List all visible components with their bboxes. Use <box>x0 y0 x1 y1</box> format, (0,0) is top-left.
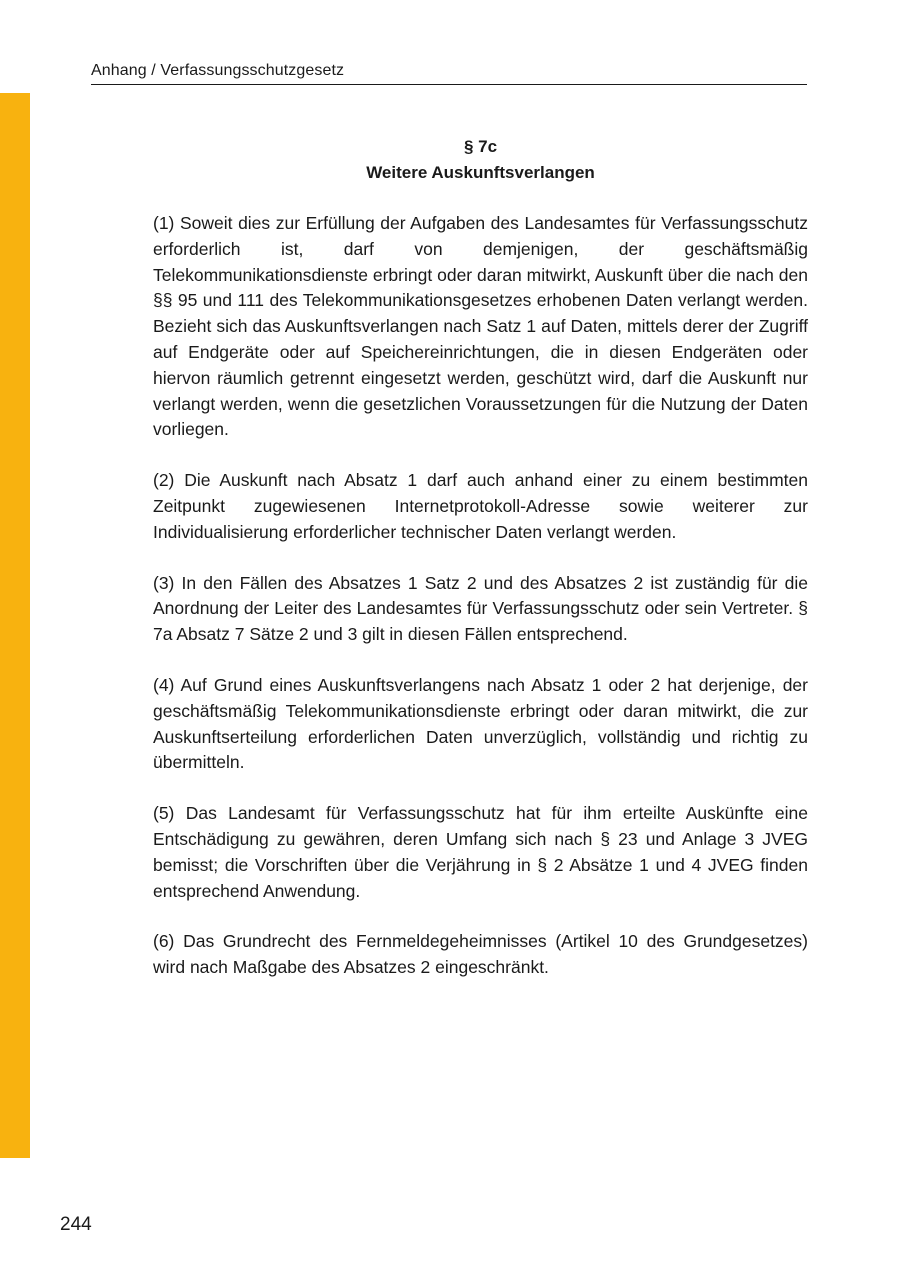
section-number: § 7c <box>463 137 498 156</box>
paragraph-5: (5) Das Landesamt für Verfassungsschutz hat für ihm erteilte Auskünfte eine Entschädigung zu gewähren, deren Umfang sich nach § 23 und Anlage 3 JVEG bemisst; die Vorschriften über die Verjährung in § 2 Absätze 1 und 4 JVEG finden entsprechend Anwendung. <box>153 803 808 901</box>
page-number: 244 <box>60 1214 92 1235</box>
paragraph-1: (1) Soweit dies zur Erfüllung der Aufgaben des Landesamtes für Verfassungsschutz erforderlich ist, darf von demjenigen, der geschäftsmäßig Telekommunikationsdienste erbringt oder daran mitwirkt, Auskunft über die nach den §§ 95 und 111 des Telekommunikationsgesetzes erhobenen Daten verlangt werden. Bezieht sich das Auskunftsverlangen nach Satz 1 auf Daten, mittels derer der Zugriff auf Endgeräte oder auf Speichereinrichtungen, die in diesen Endgeräten oder hiervon räumlich getrennt eingesetzt werden, geschützt wird, darf die Auskunft nur verlangt werden, wenn die gesetzlichen Voraussetzungen für die Nutzung der Daten vorliegen. <box>153 213 808 440</box>
section-title: Weitere Auskunftsverlangen <box>366 163 595 182</box>
section-heading <box>153 134 808 186</box>
running-header: Anhang / Verfassungsschutzgesetz <box>91 60 807 85</box>
page-content <box>153 134 808 1006</box>
accent-side-bar <box>0 93 30 1158</box>
paragraph-4: (4) Auf Grund eines Auskunftsverlangens nach Absatz 1 oder 2 hat derjenige, der geschäftsmäßig Telekommunikationsdienste erbringt oder daran mitwirkt, die zur Auskunftserteilung erforderlichen Daten unverzüglich, vollständig und richtig zu übermitteln. <box>153 674 808 773</box>
paragraph-3: (3) In den Fällen des Absatzes 1 Satz 2 und des Absatzes 2 ist zuständig für die Anordnung der Leiter des Landesamtes für Verfassungsschutz oder sein Vertreter. § 7a Absatz 7 Sätze 2 und 3 gilt in diesen Fällen entsprechend. <box>153 572 808 645</box>
paragraph-6: (6) Das Grundrecht des Fernmeldegeheimnisses (Artikel 10 des Grundgesetzes) wird nach Maßgabe des Absatzes 2 eingeschränkt. <box>153 931 808 978</box>
paragraph-2: (2) Die Auskunft nach Absatz 1 darf auch anhand einer zu einem bestimmten Zeitpunkt zugewiesenen Internetprotokoll-Adresse sowie weiterer zur Individualisierung erforderlicher technischer Daten verlangt werden. <box>153 470 808 542</box>
